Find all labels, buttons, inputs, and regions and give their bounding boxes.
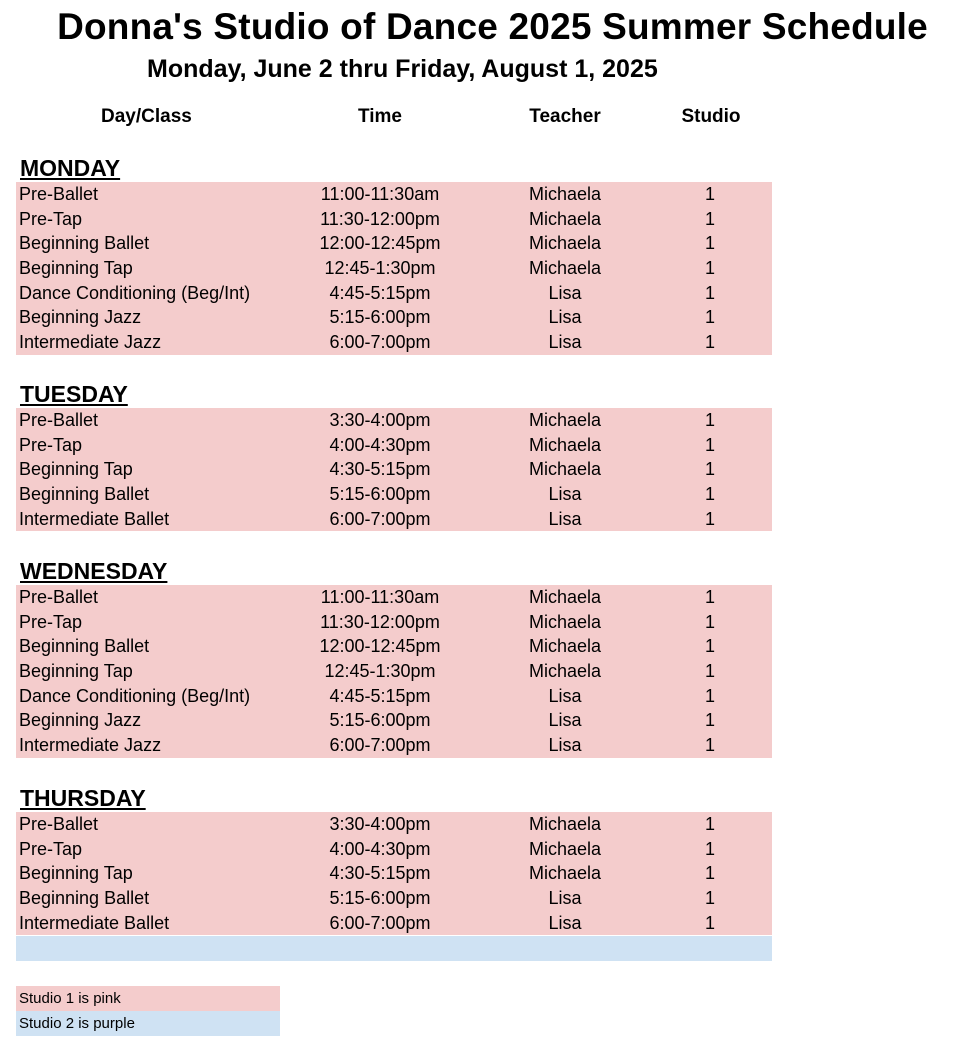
class-row (16, 812, 772, 837)
class-time: 11:30-12:00pm (320, 208, 440, 229)
class-teacher: Michaela (528, 661, 602, 682)
class-time: 4:45-5:15pm (329, 282, 431, 303)
class-name: Beginning Tap (19, 258, 133, 279)
class-studio: 1 (704, 814, 716, 834)
class-name: Pre-Ballet (19, 814, 99, 834)
class-teacher: Michaela (528, 459, 602, 480)
class-time: 4:00-4:30pm (329, 434, 431, 455)
class-time: 11:00-11:30am (320, 587, 440, 607)
class-row (16, 281, 772, 306)
class-name: Beginning Jazz (19, 710, 142, 731)
class-row (16, 861, 772, 886)
class-name: Pre-Tap (19, 838, 83, 859)
day-heading: TUESDAY (20, 381, 128, 407)
class-row (16, 708, 772, 733)
class-name: Dance Conditioning (Beg/Int) (19, 282, 251, 303)
studio-2-empty-row (16, 936, 772, 961)
class-time: 4:30-5:15pm (329, 863, 431, 884)
class-teacher: Lisa (548, 735, 582, 756)
class-studio: 1 (704, 258, 716, 279)
class-studio: 1 (704, 282, 716, 303)
class-time: 6:00-7:00pm (329, 735, 431, 756)
header-studio: Studio (681, 106, 741, 127)
class-row (16, 837, 772, 862)
class-teacher: Michaela (528, 587, 602, 607)
class-studio: 1 (704, 710, 716, 731)
class-studio: 1 (704, 332, 716, 353)
class-studio: 1 (704, 587, 716, 607)
class-studio: 1 (704, 484, 716, 505)
legend-studio-1: Studio 1 is pink (16, 986, 280, 1011)
page-subtitle: Monday, June 2 thru Friday, August 1, 2025 (147, 55, 658, 83)
class-time: 4:30-5:15pm (329, 459, 431, 480)
class-row (16, 684, 772, 709)
class-studio: 1 (704, 307, 716, 328)
class-teacher: Michaela (528, 814, 602, 834)
class-time: 5:15-6:00pm (329, 307, 431, 328)
header-day-class: Day/Class (101, 106, 192, 127)
class-row (16, 305, 772, 330)
class-teacher: Michaela (528, 233, 602, 254)
class-time: 6:00-7:00pm (329, 508, 431, 529)
class-studio: 1 (704, 838, 716, 859)
class-teacher: Michaela (528, 434, 602, 455)
header-teacher: Teacher (529, 106, 601, 127)
class-name: Pre-Tap (19, 208, 83, 229)
class-name: Beginning Ballet (19, 636, 150, 657)
class-row (16, 659, 772, 684)
class-name: Beginning Ballet (19, 233, 150, 254)
class-row (16, 182, 772, 207)
class-teacher: Michaela (528, 611, 602, 632)
class-list (16, 585, 772, 758)
class-row (16, 886, 772, 911)
class-time: 12:00-12:45pm (319, 636, 441, 657)
class-row (16, 482, 772, 507)
class-teacher: Lisa (548, 484, 582, 505)
class-row (16, 457, 772, 482)
class-row (16, 207, 772, 232)
class-time: 6:00-7:00pm (329, 912, 431, 933)
class-studio: 1 (704, 611, 716, 632)
class-name: Pre-Ballet (19, 410, 99, 430)
class-name: Intermediate Jazz (19, 332, 162, 353)
class-studio: 1 (704, 735, 716, 756)
day-section-monday (16, 154, 772, 355)
class-time: 5:15-6:00pm (329, 484, 431, 505)
class-time: 12:45-1:30pm (324, 661, 436, 682)
class-teacher: Michaela (528, 410, 602, 430)
class-row (16, 256, 772, 281)
class-row (16, 585, 772, 610)
day-heading: THURSDAY (20, 785, 146, 811)
class-studio: 1 (704, 685, 716, 706)
class-teacher: Lisa (548, 332, 582, 353)
class-time: 3:30-4:00pm (329, 410, 431, 430)
day-heading: MONDAY (20, 155, 121, 181)
class-row (16, 231, 772, 256)
day-section-tuesday (16, 380, 772, 531)
class-name: Beginning Jazz (19, 307, 142, 328)
class-row (16, 610, 772, 635)
class-row (16, 408, 772, 433)
class-list (16, 182, 772, 355)
class-studio: 1 (704, 863, 716, 884)
class-teacher: Michaela (528, 184, 602, 204)
class-list (16, 408, 772, 531)
class-teacher: Michaela (528, 636, 602, 657)
class-teacher: Michaela (528, 258, 602, 279)
class-time: 5:15-6:00pm (329, 710, 431, 731)
class-time: 11:30-12:00pm (320, 611, 440, 632)
class-name: Intermediate Jazz (19, 735, 162, 756)
class-name: Pre-Ballet (19, 587, 99, 607)
day-heading: WEDNESDAY (20, 558, 168, 584)
class-studio: 1 (704, 912, 716, 933)
class-time: 6:00-7:00pm (329, 332, 431, 353)
class-studio: 1 (704, 434, 716, 455)
class-studio: 1 (704, 888, 716, 909)
header-time: Time (357, 106, 403, 127)
class-name: Pre-Tap (19, 611, 83, 632)
class-teacher: Lisa (548, 307, 582, 328)
class-teacher: Michaela (528, 863, 602, 884)
class-teacher: Lisa (548, 508, 582, 529)
class-row (16, 507, 772, 532)
class-studio: 1 (704, 459, 716, 480)
class-studio: 1 (704, 184, 716, 204)
class-row (16, 733, 772, 758)
day-section-wednesday (16, 557, 772, 758)
class-teacher: Lisa (548, 912, 582, 933)
class-name: Beginning Tap (19, 661, 133, 682)
class-name: Intermediate Ballet (19, 912, 170, 933)
class-row (16, 634, 772, 659)
class-row (16, 330, 772, 355)
class-studio: 1 (704, 508, 716, 529)
class-name: Beginning Ballet (19, 888, 150, 909)
class-teacher: Lisa (548, 888, 582, 909)
class-row (16, 433, 772, 458)
class-time: 5:15-6:00pm (329, 888, 431, 909)
class-time: 4:00-4:30pm (329, 838, 431, 859)
page-title: Donna's Studio of Dance 2025 Summer Schedule (57, 6, 928, 47)
class-teacher: Lisa (548, 685, 582, 706)
class-time: 12:45-1:30pm (324, 258, 436, 279)
class-time: 3:30-4:00pm (329, 814, 431, 834)
class-studio: 1 (704, 410, 716, 430)
class-teacher: Lisa (548, 710, 582, 731)
class-name: Intermediate Ballet (19, 508, 170, 529)
class-name: Pre-Ballet (19, 184, 99, 204)
class-studio: 1 (704, 636, 716, 657)
class-studio: 1 (704, 233, 716, 254)
class-name: Beginning Tap (19, 863, 133, 884)
class-time: 11:00-11:30am (320, 184, 440, 204)
class-row (16, 911, 772, 936)
class-name: Pre-Tap (19, 434, 83, 455)
class-name: Beginning Tap (19, 459, 133, 480)
legend-studio-2: Studio 2 is purple (16, 1011, 280, 1036)
class-teacher: Michaela (528, 208, 602, 229)
class-name: Beginning Ballet (19, 484, 150, 505)
class-teacher: Lisa (548, 282, 582, 303)
class-time: 4:45-5:15pm (329, 685, 431, 706)
class-studio: 1 (704, 661, 716, 682)
class-studio: 1 (704, 208, 716, 229)
class-teacher: Michaela (528, 838, 602, 859)
day-section-thursday (16, 784, 772, 935)
class-name: Dance Conditioning (Beg/Int) (19, 685, 251, 706)
class-list (16, 812, 772, 935)
class-time: 12:00-12:45pm (319, 233, 441, 254)
